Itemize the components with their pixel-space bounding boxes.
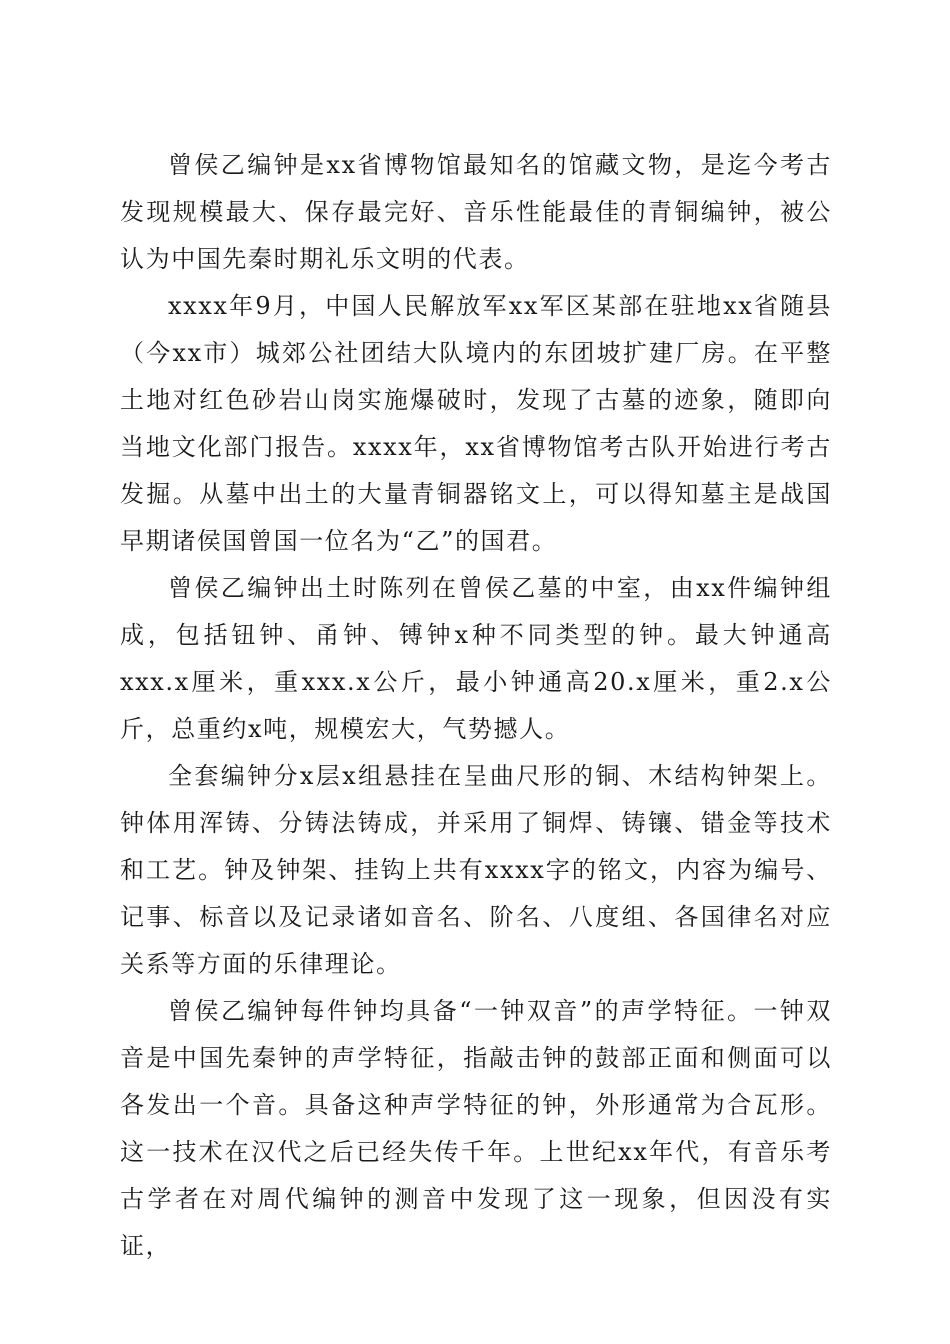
paragraph-acoustics: 曾侯乙编钟每件钟均具备“一钟双音”的声学特征。一钟双音是中国先秦钟的声学特征，指敲击钟的鼓部正面和侧面可以各发出一个音。具备这种声学特征的钟，外形通常为合瓦形。这一技术在汉代之后已经失传千年。上世纪xx年代，有音乐考古学者在对周代编钟的测音中发现了这一现象，但因没有实证，: [120, 997, 832, 1260]
document-body: [120, 142, 832, 1270]
paragraph-structure: 全套编钟分x层x组悬挂在呈曲尺形的铜、木结构钟架上。钟体用浑铸、分铸法铸成，并采用了铜焊、铸镶、错金等技术和工艺。钟及钟架、挂钩上共有xxxx字的铭文，内容为编号、记事、标音以及记录诸如音名、阶名、八度组、各国律名对应关系等方面的乐律理论。: [120, 762, 832, 978]
paragraph-composition: 曾侯乙编钟出土时陈列在曾侯乙墓的中室，由xx件编钟组成，包括钮钟、甬钟、镈钟x种不同类型的钟。最大钟通高xxx.x厘米，重xxx.x公斤，最小钟通高20.x厘米，重2.x公斤，总重约x吨，规模宏大，气势撼人。: [120, 574, 832, 743]
paragraph-intro: 曾侯乙编钟是xx省博物馆最知名的馆藏文物，是迄今考古发现规模最大、保存最完好、音乐性能最佳的青铜编钟，被公认为中国先秦时期礼乐文明的代表。: [120, 151, 832, 273]
paragraph-discovery: xxxx年9月，中国人民解放军xx军区某部在驻地xx省随县（今xx市）城郊公社团结大队境内的东团坡扩建厂房。在平整土地对红色砂岩山岗实施爆破时，发现了古墓的迹象，随即向当地文化部门报告。xxxx年，xx省博物馆考古队开始进行考古发掘。从墓中出土的大量青铜器铭文上，可以得知墓主是战国早期诸侯国曾国一位名为“乙”的国君。: [120, 292, 832, 555]
